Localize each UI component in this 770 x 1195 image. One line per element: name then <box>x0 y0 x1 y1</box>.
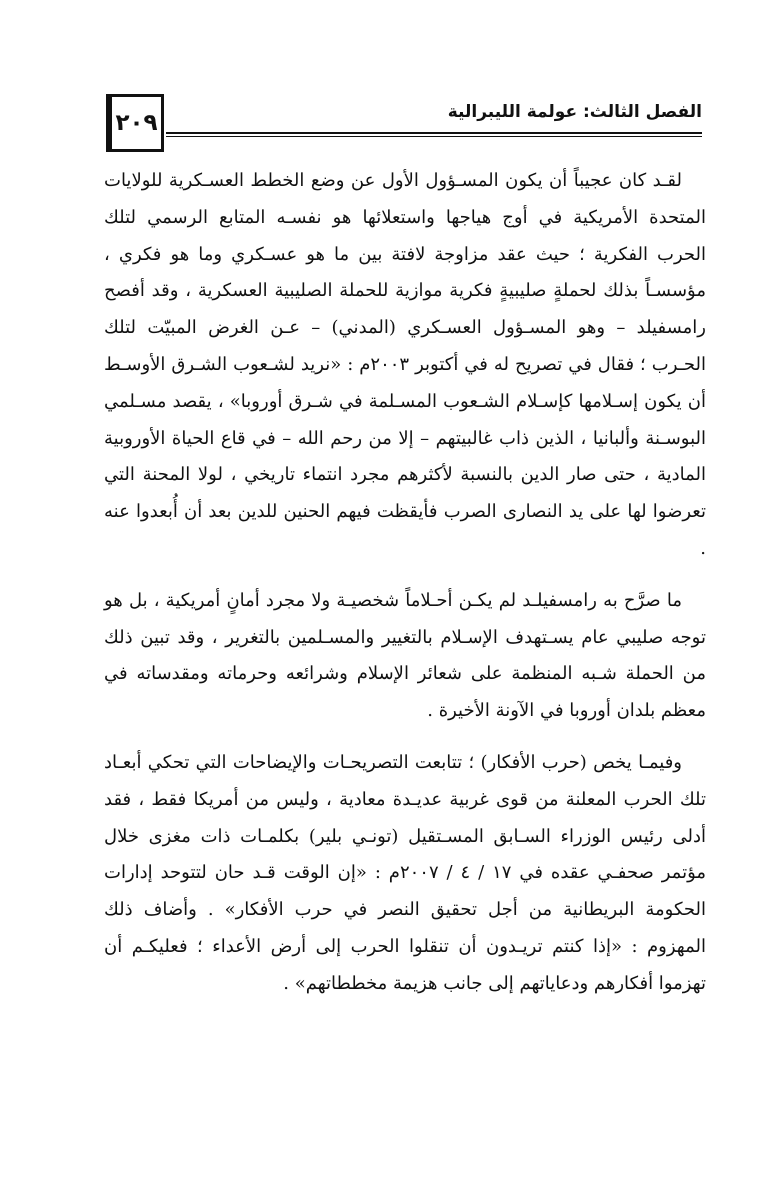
header-rule <box>166 132 702 134</box>
running-header <box>106 94 702 154</box>
paragraph-1: لقـد كان عجيباً أن يكون المسـؤول الأول عن وضع الخطط العسـكرية للولايات المتحدة الأمريكية في أوج هياجها واستعلائها هو نفسـه المتابع الرسمي لتلك الحرب الفكرية ؛ حيث عقد مزاوجة لافتة بين ما هو عسـكري وما هو فكري ، مؤسسـاً بذلك لحملةٍ صليبيةٍ فكرية موازية للحملة الصليبية العسكرية ، وقد أفصح رامسفيلد – وهو المسـؤول العسـكري (المدني) – عـن الغرض المبيّت لتلك الحـرب ؛ فقال في تصريح له في أكتوبر ٢٠٠٣م : «نريد لشـعوب الشـرق الأوسـط أن يكون إسـلامها كإسـلام الشـعوب المسـلمة في شـرق أوروبا» ، يقصد مسـلمي البوسـنة وألبانيا ، الذين ذاب غالبيتهم – إلا من رحم الله – في قاع الحياة الأوروبية المادية ، حتى صار الدين بالنسبة لأكثرهم مجرد انتماء تاريخي ، لولا المحنة التي تعرضوا لها على يد النصارى الصرب فأيقظت فيهم الحنين للدين بعد أن أُبعدوا عنه . <box>104 170 707 559</box>
header-rule-thin <box>166 136 702 137</box>
page-number-box <box>106 94 164 152</box>
page-number: ٢٠٩ <box>115 110 158 136</box>
body-text <box>104 163 706 1003</box>
chapter-title: الفصل الثالث: عولمة الليبرالية <box>447 102 702 122</box>
paragraph-2: ما صرَّح به رامسفيلـد لم يكـن أحـلاماً شخصيـة ولا مجرد أمانٍ أمريكية ، بل هو توجه صليبي عام يسـتهدف الإسـلام بالتغيير والمسـلمين بالتغرير ، وقد تبين ذلك من الحملة شـبه المنظمة على شعائر الإسلام وشرائعه وحرماته ومقدساته في معظم بلدان أوروبا في الآونة الأخيرة . <box>104 589 706 722</box>
paragraph-3: وفيمـا يخص (حرب الأفكار) ؛ تتابعت التصريحـات والإيضاحات التي تحكي أبعـاد تلك الحرب المعلنة من قوى غربية عديـدة معادية ، وليس من أمريكا فقط ، فقد أدلى رئيس الوزراء السـابق المسـتقيل (تونـي بلير) بكلمـات ذات مغزى خلال مؤتمر صحفـي عقده في ١٧ / ٤ / ٢٠٠٧م : «إن الوقت قـد حان لتتوحد إدارات الحكومة البريطانية من أجل تحقيق النصر في حرب الأفكار» . وأضاف ذلك المهزوم : «إذا كنتم تريـدون أن تنقلوا الحرب إلى أرض الأعداء ؛ فعليكـم أن تهزموا أفكارهم ودعاياتهم إلى جانب هزيمة مخططاتهم» . <box>104 751 707 994</box>
